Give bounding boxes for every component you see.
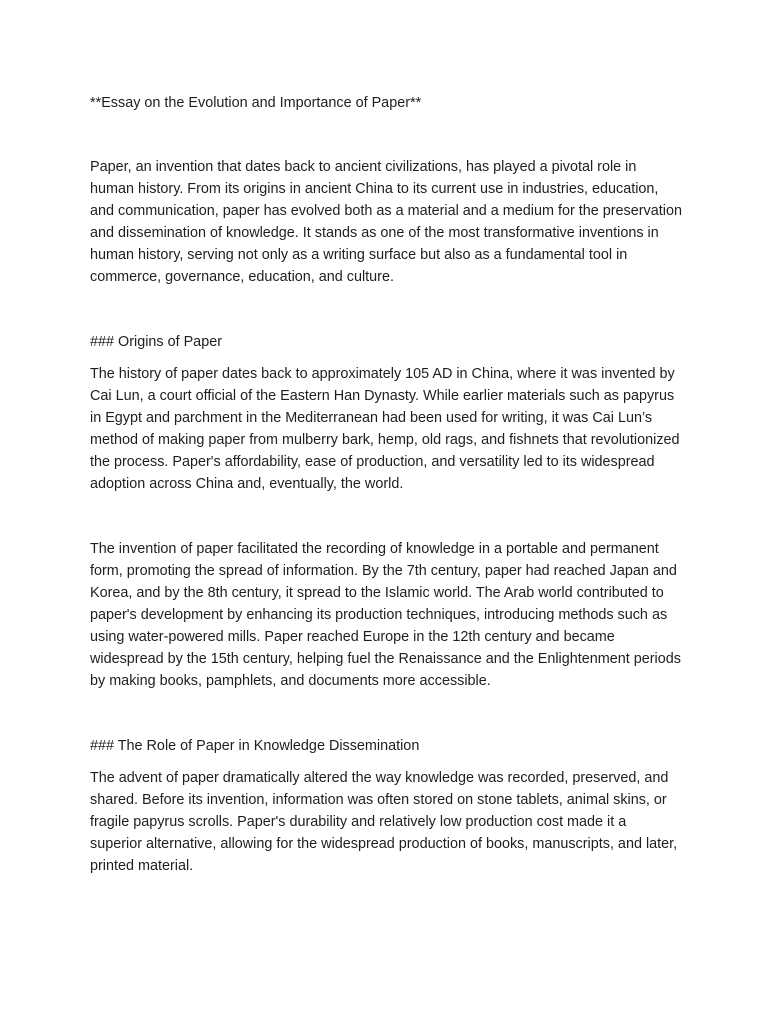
knowledge-paragraph-1: The advent of paper dramatically altered the way knowledge was recorded, preserved, and shared. Before its invention, information was often stored on stone tablets, animal skins, or fragile papyrus scrolls. Paper's durability and relatively low production cost made it a superior alternative, allowing for the widespread production of books, manuscripts, and later, printed material. [90,770,678,874]
section-heading-knowledge: ### The Role of Paper in Knowledge Dissemination [90,738,420,754]
intro-paragraph: Paper, an invention that dates back to ancient civilizations, has played a pivotal role in human history. From its origins in ancient China to its current use in industries, education, and communication, paper has evolved both as a material and a medium for the preservation and dissemination of knowledge. It stands as one of the most transformative inventions in human history, serving not only as a writing surface but also as a fundamental tool in commerce, governance, education, and culture. [90,159,682,285]
document-page [90,92,682,920]
origins-paragraph-2: The invention of paper facilitated the recording of knowledge in a portable and permanent form, promoting the spread of information. By the 7th century, paper had reached Japan and Korea, and by the 8th century, it spread to the Islamic world. The Arab world contributed to paper's development by enhancing its production techniques, introducing methods such as using water-powered mills. Paper reached Europe in the 12th century and became widespread by the 15th century, helping fuel the Renaissance and the Enlightenment periods by making books, pamphlets, and documents more accessible. [90,541,681,689]
origins-paragraph-1: The history of paper dates back to approximately 105 AD in China, where it was invented by Cai Lun, a court official of the Eastern Han Dynasty. While earlier materials such as papyrus in Egypt and parchment in the Mediterranean had been used for writing, it was Cai Lun’s method of making paper from mulberry bark, hemp, old rags, and fishnets that revolutionized the process. Paper's affordability, ease of production, and versatility led to its widespread adoption across China and, eventually, the world. [90,366,680,492]
document-title: **Essay on the Evolution and Importance of Paper** [90,95,422,111]
section-heading-origins: ### Origins of Paper [90,334,222,350]
